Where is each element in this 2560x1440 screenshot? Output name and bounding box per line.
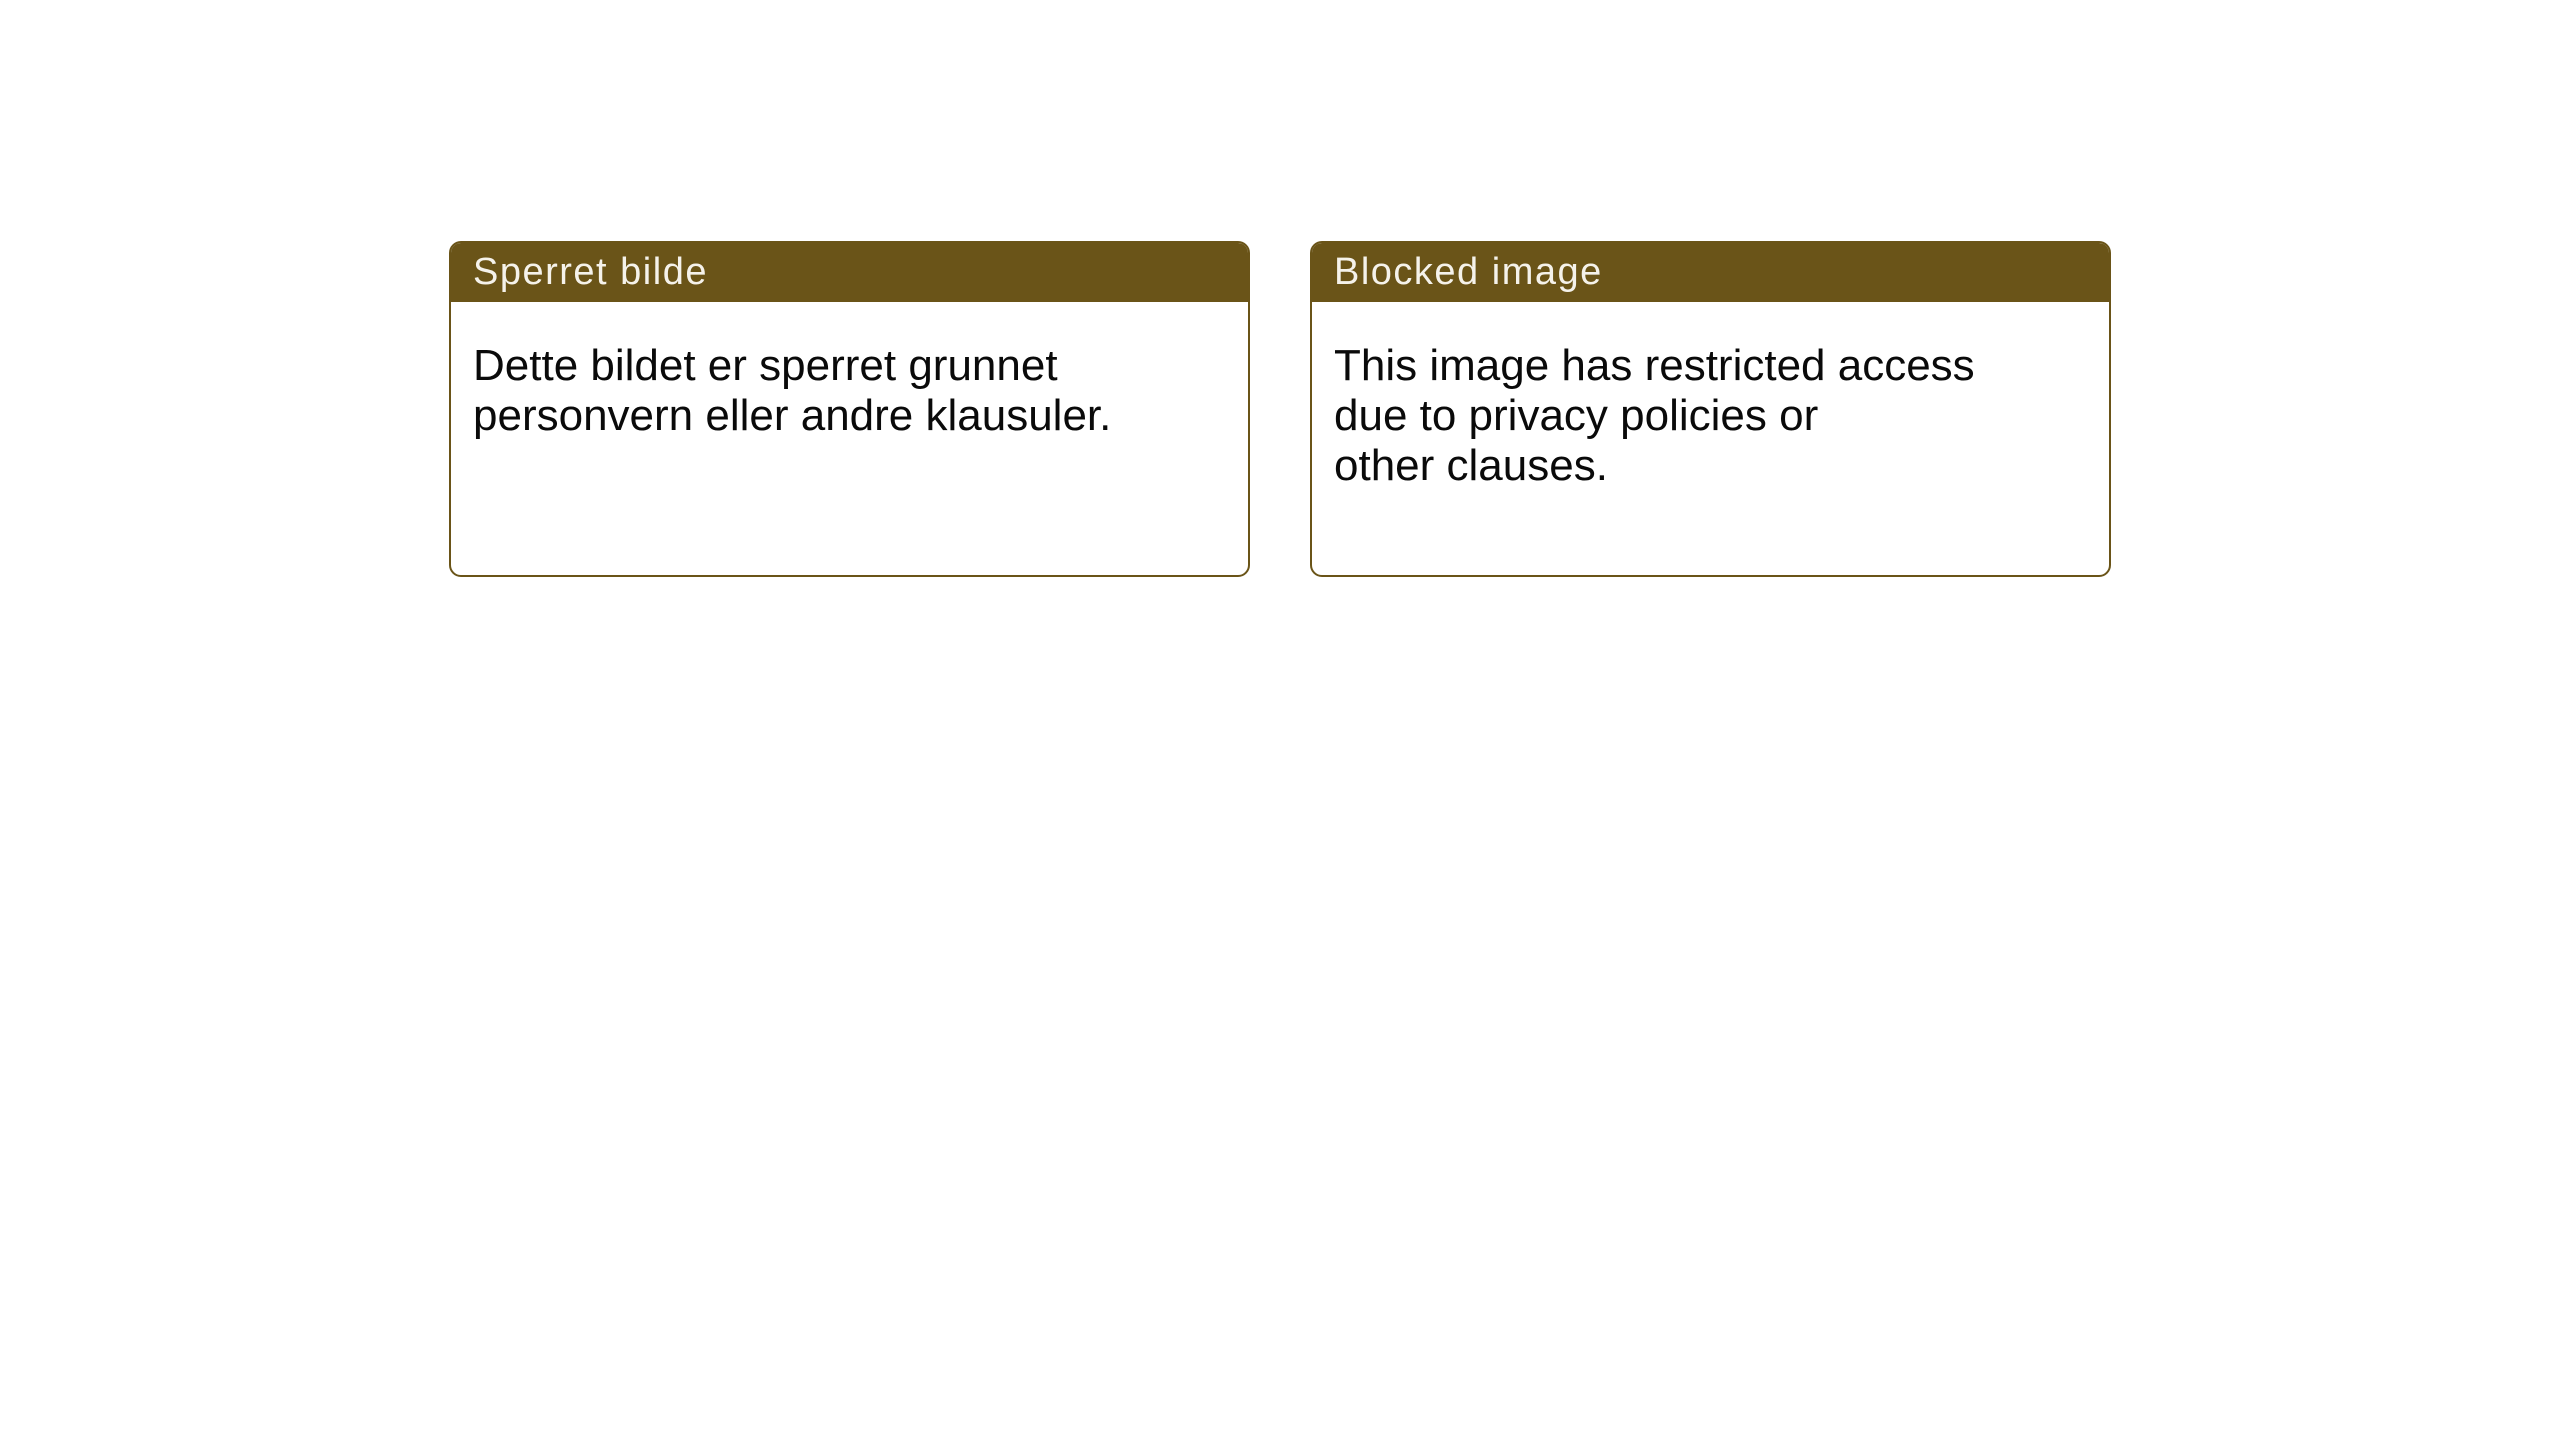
message-line: This image has restricted access	[1334, 341, 1975, 390]
message-line: personvern eller andre klausuler.	[473, 391, 1112, 440]
message-line: Dette bildet er sperret grunnet	[473, 341, 1058, 390]
card-header	[451, 243, 1248, 302]
card-title: Sperret bilde	[473, 251, 708, 293]
blocked-image-card-norwegian	[449, 241, 1250, 577]
message-line: other clauses.	[1334, 441, 1608, 490]
blocked-image-card-english	[1310, 241, 2111, 577]
card-body	[451, 302, 1248, 441]
card-title: Blocked image	[1334, 251, 1603, 293]
card-body	[1312, 302, 2109, 491]
card-header	[1312, 243, 2109, 302]
message-line: due to privacy policies or	[1334, 391, 1819, 440]
